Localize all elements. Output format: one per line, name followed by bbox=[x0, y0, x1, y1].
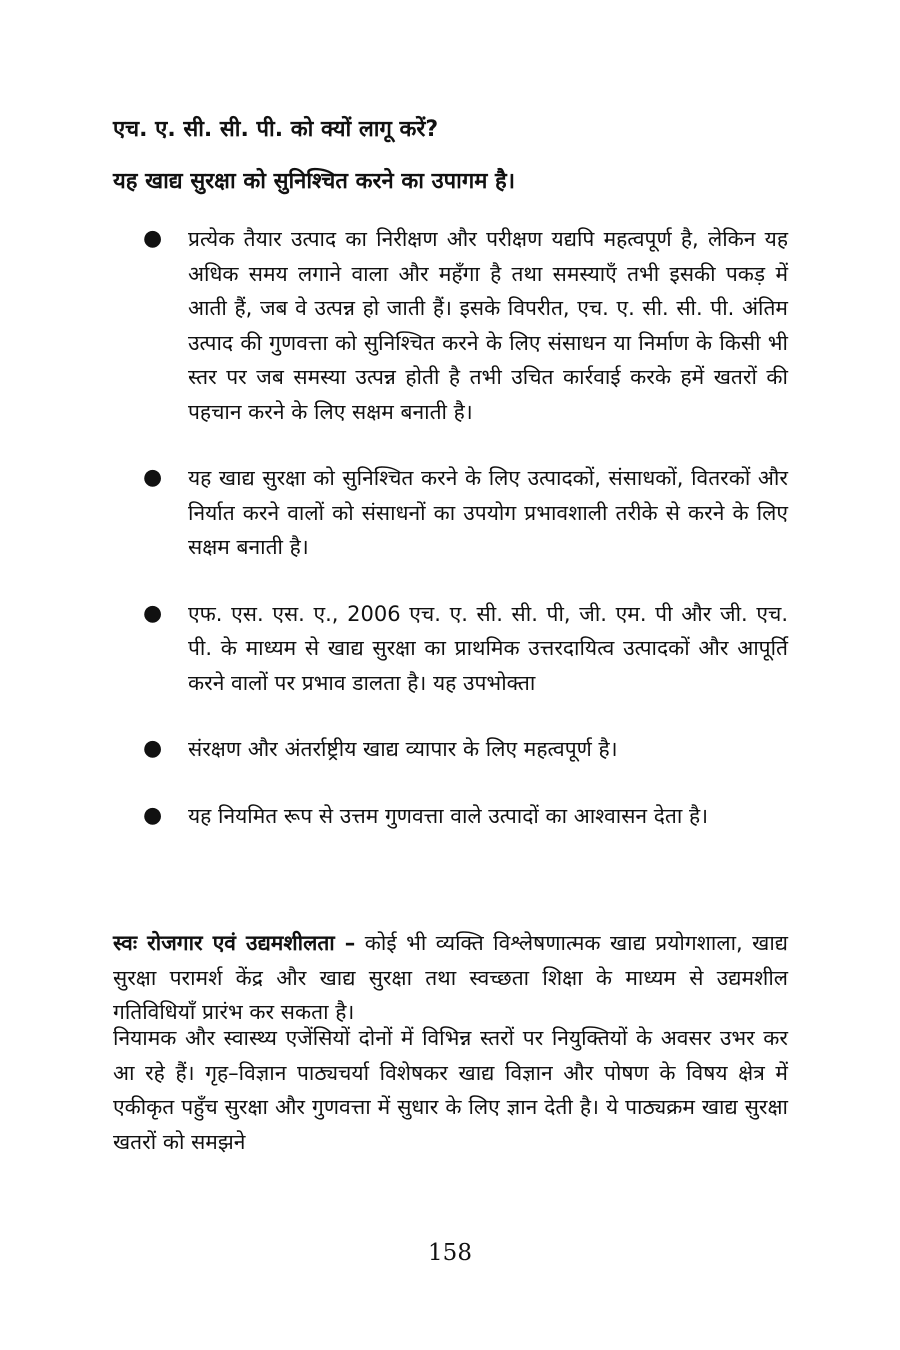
opportunities-paragraph: नियामक और स्वास्थ्य एजेंसियों दोनों में विभिन्न स्तरों पर नियुक्तियों के अवसर उभर कर आ रहे हैं। गृह–विज्ञान पाठ्यचर्या विशेषकर खाद्य विज्ञान और पोषण के विषय क्षेत्र में एकीकृत पहुँच सुरक्षा और गुणवत्ता में सुधार के लिए ज्ञान देती है। ये पाठ्यक्रम खाद्य सुरक्षा खतरों को समझने bbox=[113, 1026, 788, 1154]
list-item bbox=[113, 597, 788, 701]
sub-heading: यह खाद्य सुरक्षा को सुनिश्चित करने का उपागम है। bbox=[113, 169, 516, 194]
bullet-text: संरक्षण और अंतर्राष्ट्रीय खाद्य व्यापार के लिए महत्वपूर्ण है। bbox=[188, 737, 618, 761]
list-item bbox=[113, 732, 788, 767]
list-item bbox=[113, 461, 788, 565]
bullet-icon: ● bbox=[143, 736, 163, 761]
paragraph-body-text: कोई भी व्यक्ति विश्लेषणात्मक खाद्य प्रयोगशाला, खाद्य सुरक्षा परामर्श केंद्र और खाद्य सुरक्षा तथा स्वच्छता शिक्षा के माध्यम से उद्यमशील गतिविधियाँ प्रारंभ कर सकता है। bbox=[113, 931, 789, 1024]
bullet-icon: ● bbox=[143, 465, 163, 490]
bullet-text: यह खाद्य सुरक्षा को सुनिश्चित करने के लिए उत्पादकों, संसाधकों, वितरकों और निर्यात करने वालों को संसाधनों का उपयोग प्रभावशाली तरीके से करने के लिए सक्षम बनाती है। bbox=[188, 466, 788, 559]
list-item bbox=[113, 222, 788, 429]
bullet-text: एफ. एस. एस. ए., 2006 एच. ए. सी. सी. पी, जी. एम. पी और जी. एच. पी. के माध्यम से खाद्य सुरक्षा का प्राथमिक उत्तरदायित्व उत्पादकों और आपूर्ति करने वालों पर प्रभाव डालता है। यह उपभोक्ता bbox=[188, 601, 788, 695]
bullet-icon: ● bbox=[143, 600, 163, 626]
self-employment-paragraph bbox=[113, 926, 788, 1030]
question-heading: एच. ए. सी. सी. पी. को क्यों लागू करें? bbox=[113, 117, 439, 142]
bullet-icon: ● bbox=[143, 802, 163, 828]
bullet-list bbox=[113, 222, 788, 865]
bullet-text: प्रत्येक तैयार उत्पाद का निरीक्षण और परीक्षण यद्यपि महत्वपूर्ण है, लेकिन यह अधिक समय लगाने वाला और महँगा है तथा समस्याएँ तभी इसकी पकड़ में आती हैं, जब वे उत्पन्न हो जाती हैं। इसके विपरीत, एच. ए. सी. सी. पी. अंतिम उत्पाद की गुणवत्ता को सुनिश्चित करने के लिए संसाधन या निर्माण के किसी भी स्तर पर जब समस्या उत्पन्न होती है तभी उचित कार्रवाई करके हमें खतरों की पहचान करने के लिए सक्षम बनाती है। bbox=[188, 227, 788, 424]
list-item bbox=[113, 799, 788, 834]
bullet-icon: ● bbox=[143, 226, 163, 251]
page-number: 158 bbox=[428, 1240, 472, 1266]
paragraph-lead-term: स्वः रोजगार एवं उद्यमशीलता – bbox=[113, 931, 356, 955]
bullet-text: यह नियमित रूप से उत्तम गुणवत्ता वाले उत्पादों का आश्वासन देता है। bbox=[188, 803, 709, 828]
